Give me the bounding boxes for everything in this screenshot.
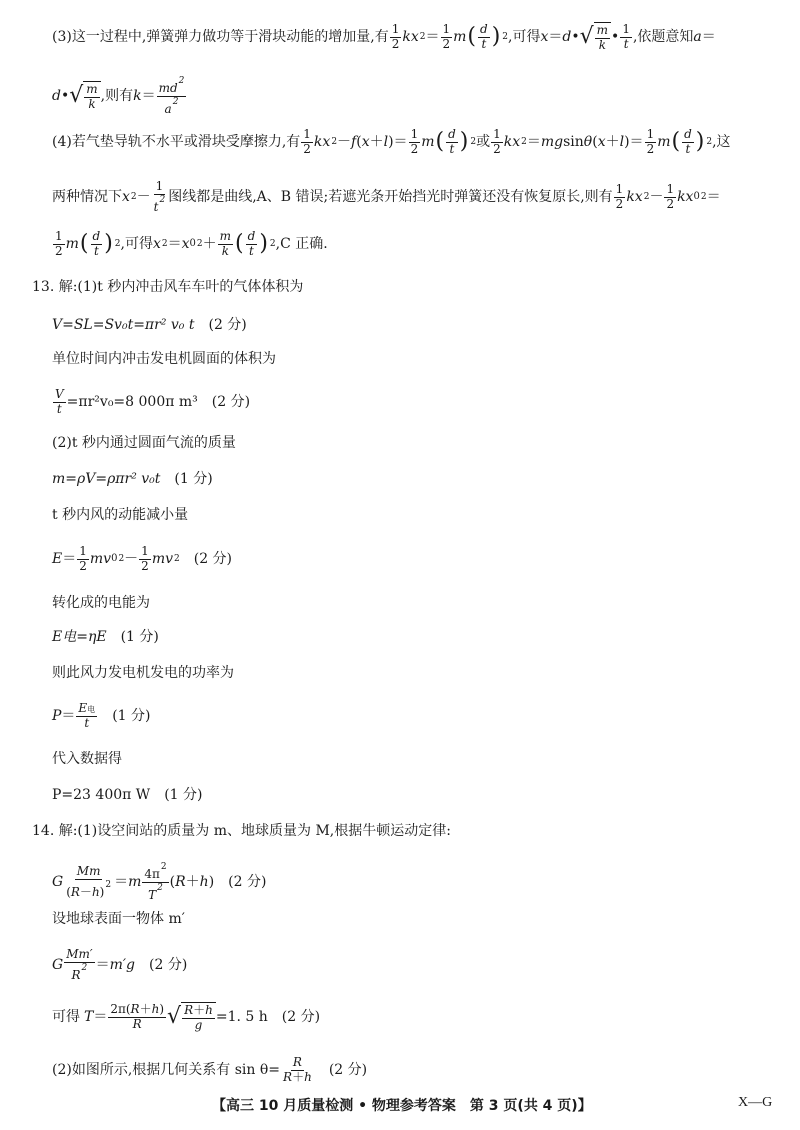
q12-p4-line3: $\frac{1}{2}$ m ( $\frac{d}{t}$ ) 2 ,可得 x 2 ＝ x 0 2 ＋ $\frac{m}{k}$ ( $\frac{d}{t}$ ) 2 ,C 正确. xyxy=(55,229,328,258)
q14-text3-a: 可得 xyxy=(52,1009,80,1026)
score-label: (2 分) xyxy=(281,1009,321,1026)
formula-fraction: $\frac{1}{2}$ xyxy=(666,182,675,211)
formula-fraction: $\frac{1}{2}$ xyxy=(493,127,501,156)
formula-fraction: $\frac{1}{2}$ xyxy=(79,544,87,573)
q13-eq7-formula: P=23 400π W xyxy=(52,787,151,803)
formula-fraction: $\frac{m}{k}$ xyxy=(219,229,232,258)
q13-text7 xyxy=(52,752,122,766)
q12-p4-line3-text-b: ,C 正确. xyxy=(275,236,328,253)
q14-heading xyxy=(32,824,451,838)
footer-title: 【高三 10 月质量检测 • 物理参考答案 第 3 页(共 4 页)】 xyxy=(212,1098,592,1114)
q14-eq4 xyxy=(52,1056,367,1085)
score-label: (1 分) xyxy=(120,629,159,645)
q14-heading-text: 14. 解:(1)设空间站的质量为 m、地球质量为 M,根据牛顿运动定律: xyxy=(32,823,451,839)
q14-text4: (2)如图所示,根据几何关系有 sin θ= xyxy=(52,1062,281,1079)
q13-eq6: P ＝ $\frac{\text{E电}}{t}$ (1 分) xyxy=(52,701,151,730)
formula-fraction: $\frac{1}{t}$ xyxy=(622,22,630,51)
formula-fraction: $\frac{Mm}{(R-h)^2}$ xyxy=(66,864,112,899)
q12-p4-line3-text-a: ,可得 xyxy=(120,236,153,253)
q13-eq7 xyxy=(52,788,202,802)
q13-eq3-formula: m=ρV=ρπr² v₀t xyxy=(52,471,161,487)
q14-text2 xyxy=(52,912,185,926)
q13-eq5 xyxy=(52,630,159,644)
q13-text3 xyxy=(52,436,236,450)
score-label: (2 分) xyxy=(193,551,233,568)
score-label: (2 分) xyxy=(328,1062,368,1079)
q13-text7-content: 代入数据得 xyxy=(52,751,122,767)
q13-text4 xyxy=(52,508,188,522)
formula-fraction: $\frac{1}{t^2}$ xyxy=(153,179,166,214)
q12-p4-text-b: 或 xyxy=(476,134,491,151)
score-label: (1 分) xyxy=(112,708,151,725)
q13-text5 xyxy=(52,596,150,610)
formula-fraction: $\frac{1}{2}$ xyxy=(55,229,63,258)
q12-p3-text-b: ,可得 xyxy=(508,29,541,46)
q13-text6 xyxy=(52,666,234,680)
formula-fraction: $\frac{1}{2}$ xyxy=(391,22,400,51)
formula-fraction: $\frac{md^2}{a^2}$ xyxy=(158,76,185,116)
q13-eq2-rhs: =πr²v₀=8 000π m³ xyxy=(66,394,198,411)
formula-fraction: $\frac{R}{R+h}$ xyxy=(283,1055,312,1084)
formula-fraction: $\frac{1}{2}$ xyxy=(303,127,311,156)
q12-p4-text-c: ,这 xyxy=(712,134,731,151)
q13-text4-content: t 秒内风的动能减小量 xyxy=(52,507,189,523)
formula-fraction: $\frac{2\pi(R+h)}{R}$ xyxy=(110,1002,165,1031)
score-label: (2 分) xyxy=(208,317,247,333)
q12-p4-line2-text-b: 图线都是曲线,A、B 错误;若遮光条开始挡光时弹簧还没有恢复原长,则有 xyxy=(168,189,613,206)
formula-fraction: $\frac{1}{2}$ xyxy=(410,127,419,156)
q14-eq3: 可得 T ＝ $\frac{2\pi(R+h)}{R}$ √ $\frac{R+h}{g}$ =1. 5 h (2 分) xyxy=(52,1002,321,1032)
q13-text3-content: (2)t 秒内通过圆面气流的质量 xyxy=(52,435,236,451)
q13-eq4: E ＝ $\frac{1}{2}$ mv 0 2 － $\frac{1}{2}$ mv 2 (2 分) xyxy=(52,544,233,573)
formula-fraction: $\frac{V}{t}$ xyxy=(55,387,64,416)
q14-eq1: G $\frac{Mm}{(R-h)^2}$ ＝ m $\frac{4\pi^2}{T^2}$ (R＋h) (2 分) xyxy=(52,862,267,902)
formula-sqrt: √ $\frac{m}{k}$ xyxy=(69,81,100,112)
formula-fraction: $\frac{d}{t}$ xyxy=(448,127,456,156)
q14-text2-content: 设地球表面一物体 m′ xyxy=(52,911,185,927)
q13-eq1-formula: V=SL=Sv₀t=πr² v₀ t xyxy=(52,317,195,333)
q13-heading-text: 13. 解:(1)t 秒内冲击风车车叶的气体体积为 xyxy=(32,279,304,295)
q12-p4-line2: 两种情况下 x 2 － $\frac{1}{t^2}$ 图线都是曲线,A、B 错误;若遮光条开始挡光时弹簧还没有恢复原长,则有 $\frac{1}{2}$ kx 2 － $\frac{1}{2}$ kx 0 2 ＝ xyxy=(52,179,721,214)
formula-fraction: $\frac{Mm'}{R^2}$ xyxy=(66,947,93,982)
q13-eq5-formula: E电=ηE xyxy=(52,629,107,645)
formula-sqrt: √ $\frac{R+h}{g}$ xyxy=(167,1002,216,1033)
q13-text5-content: 转化成的电能为 xyxy=(52,595,150,611)
q12-p3-text-c: ,依题意知 xyxy=(632,29,694,46)
formula-fraction: $\frac{d}{t}$ xyxy=(247,229,256,258)
q12-p4-line2-text-a: 两种情况下 xyxy=(52,189,122,206)
score-label: (1 分) xyxy=(174,471,213,487)
q14-text3-b: =1. 5 h xyxy=(215,1009,268,1026)
q13-eq3 xyxy=(52,472,213,486)
q13-text2-content: 单位时间内冲击发电机圆面的体积为 xyxy=(52,351,276,367)
footer-code: X—G xyxy=(738,1095,773,1110)
score-label: (1 分) xyxy=(164,787,203,803)
q12-p3-line2-text: ,则有 xyxy=(100,88,134,105)
q12-p3-line2: d • √ $\frac{m}{k}$ ,则有 k ＝ $\frac{md^2}{a^2}$ xyxy=(52,76,185,116)
q12-p3-text-a: (3)这一过程中,弹簧弹力做功等于滑块动能的增加量,有 xyxy=(52,29,389,46)
q14-eq2: G $\frac{Mm'}{R^2}$ ＝ m′g (2 分) xyxy=(52,947,188,982)
formula-fraction: $\frac{1}{2}$ xyxy=(615,182,624,211)
formula-fraction: $\frac{\text{E电}}{t}$ xyxy=(78,701,96,730)
q12-p4-line1: (4)若气垫导轨不水平或滑块受摩擦力,有 $\frac{1}{2}$ kx 2 － f ( x ＋ l )＝ $\frac{1}{2}$ m ( $\frac{d}{t}$ ) 2 或 $\frac{1}{2}$ kx 2 ＝ mg sin θ ( x ＋ l )＝ $\frac{1}{2}$ m ( $\frac{d}{t}$ ) 2 ,这 xyxy=(52,127,731,156)
q12-p4-text-a: (4)若气垫导轨不水平或滑块受摩擦力,有 xyxy=(52,134,301,151)
formula-fraction: $\frac{1}{2}$ xyxy=(442,22,451,51)
q13-text2 xyxy=(52,352,276,366)
score-label: (2 分) xyxy=(211,394,251,411)
q13-heading xyxy=(32,280,303,294)
formula-fraction: $\frac{d}{t}$ xyxy=(480,22,488,51)
formula-fraction: $\frac{4\pi^2}{T^2}$ xyxy=(144,862,167,902)
formula-fraction: $\frac{1}{2}$ xyxy=(646,127,655,156)
formula-fraction: $\frac{d}{t}$ xyxy=(92,229,101,258)
q13-eq2 xyxy=(52,388,250,417)
formula-fraction: $\frac{1}{2}$ xyxy=(141,544,149,573)
q12-p3-line1: (3)这一过程中,弹簧弹力做功等于滑块动能的增加量,有 $\frac{1}{2}$ kx 2 ＝ $\frac{1}{2}$ m ( $\frac{d}{t}$ ) 2 ,可得 x ＝ d • √ $\frac{m}{k}$ • $\frac{1}{t}$ ,依题意知 a ＝ xyxy=(52,22,716,52)
formula-sqrt: √ $\frac{m}{k}$ xyxy=(580,22,611,53)
score-label: (2 分) xyxy=(149,957,188,974)
q13-eq1 xyxy=(52,318,247,332)
q13-text6-content: 则此风力发电机发电的功率为 xyxy=(52,665,234,681)
score-label: (2 分) xyxy=(228,874,267,891)
formula-fraction: $\frac{d}{t}$ xyxy=(684,127,692,156)
